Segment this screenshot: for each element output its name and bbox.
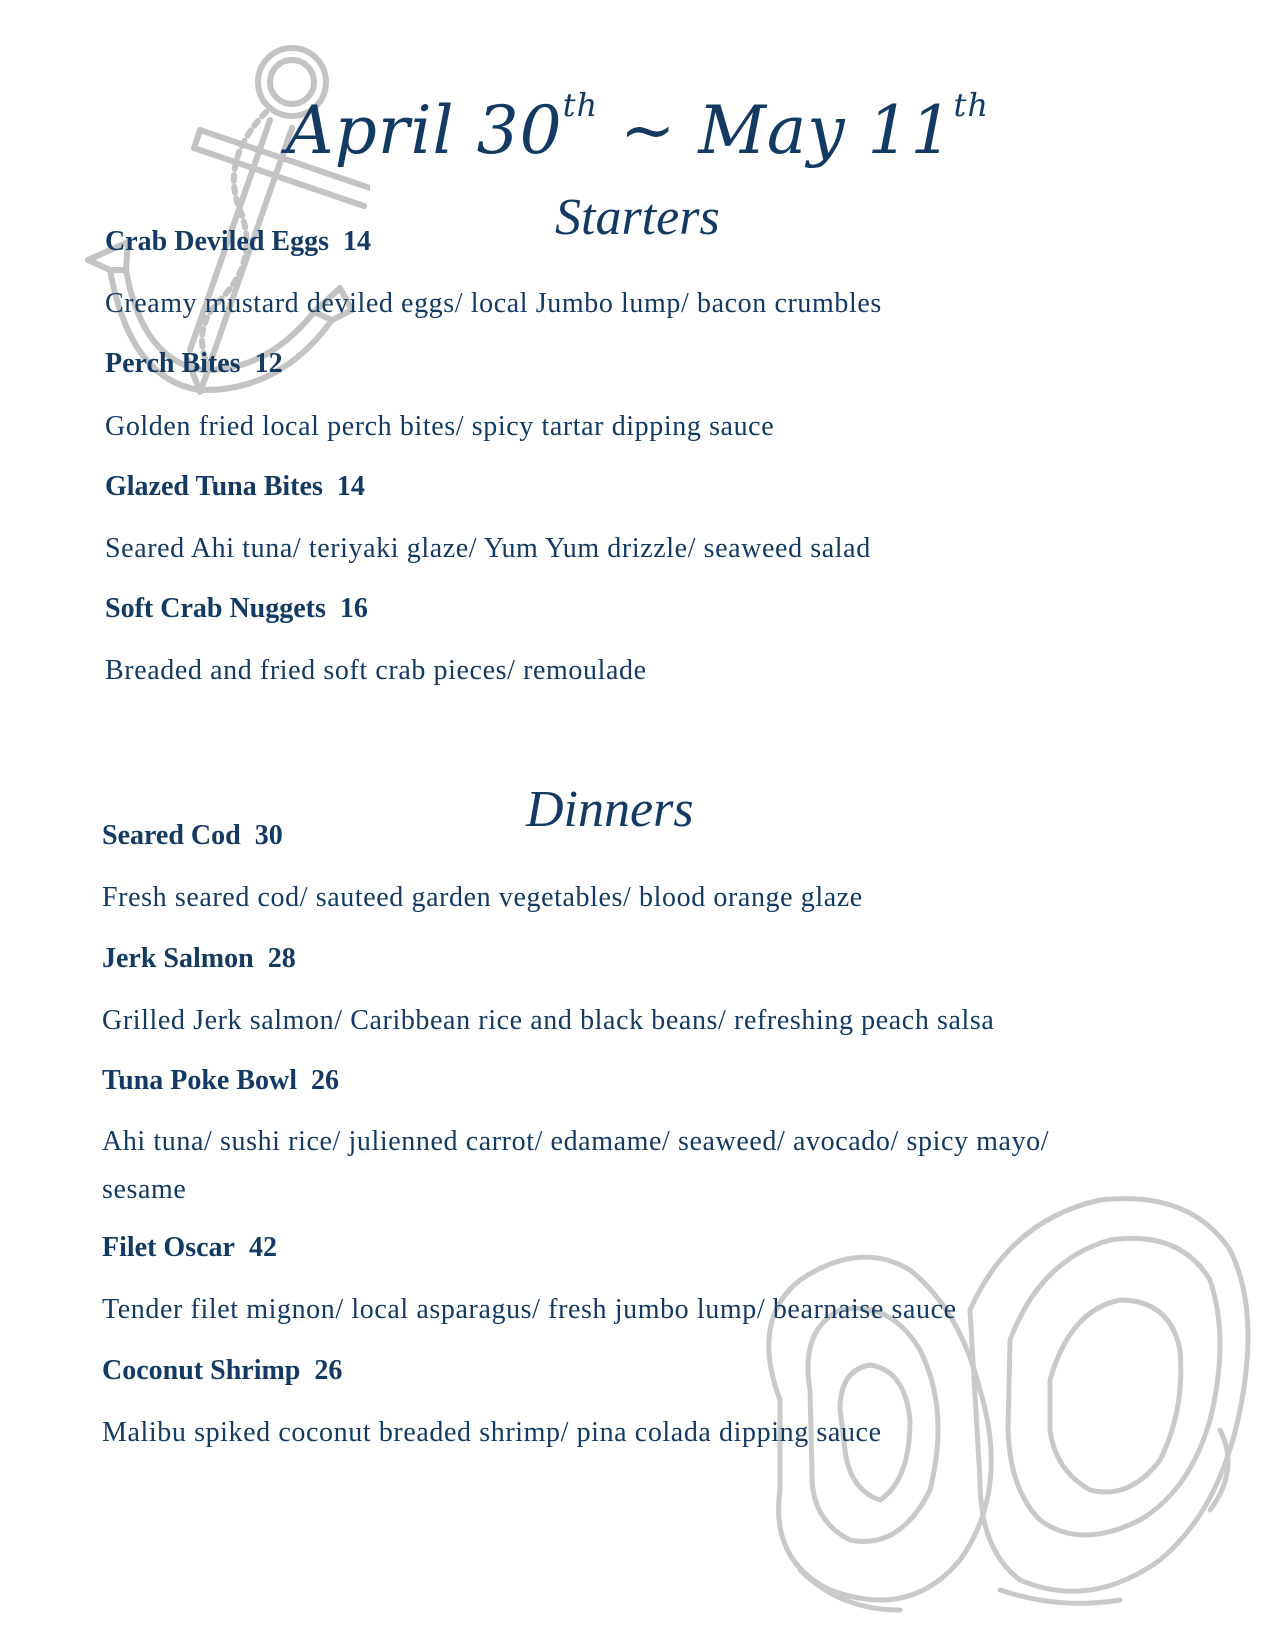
menu-item-description: Malibu spiked coconut breaded shrimp/ pina colada dipping sauce <box>102 1417 882 1448</box>
menu-item-name: Jerk Salmon 28 <box>102 943 296 974</box>
menu-date-title <box>0 86 1275 169</box>
menu-item-description: Golden fried local perch bites/ spicy tartar dipping sauce <box>105 411 775 442</box>
menu-item-price: 26 <box>311 1065 340 1096</box>
menu-item-name: Soft Crab Nuggets 16 <box>105 593 368 624</box>
menu-item-price: 14 <box>343 226 371 257</box>
menu-item-description: Tender filet mignon/ local asparagus/ fresh jumbo lump/ bearnaise sauce <box>102 1294 957 1325</box>
menu-item-description: Breaded and fried soft crab pieces/ remoulade <box>105 655 647 686</box>
menu-item-price: 28 <box>267 943 296 974</box>
title-start-ordinal: th <box>562 86 599 124</box>
menu-item-description: Fresh seared cod/ sauteed garden vegetables/ blood orange glaze <box>102 882 863 913</box>
title-end-ordinal: th <box>953 86 989 124</box>
menu-item-price: 12 <box>254 348 283 379</box>
starters-heading: Starters <box>555 189 720 246</box>
menu-item-price: 42 <box>248 1232 277 1263</box>
menu-item-name: Crab Deviled Eggs 14 <box>105 226 371 257</box>
title-start-date: April 30 <box>285 92 563 169</box>
menu-item-name: Glazed Tuna Bites 14 <box>105 471 365 502</box>
menu-item-description: Grilled Jerk salmon/ Caribbean rice and black beans/ refreshing peach salsa <box>102 1005 995 1036</box>
menu-item-price: 30 <box>254 820 283 851</box>
title-end-date: ~ May 11 <box>598 92 954 169</box>
menu-item-description: Creamy mustard deviled eggs/ local Jumbo lump/ bacon crumbles <box>105 288 882 319</box>
menu-item-name: Filet Oscar 42 <box>102 1232 277 1263</box>
menu-item-name: Seared Cod 30 <box>102 820 283 851</box>
menu-item-price: 14 <box>336 471 365 502</box>
menu-item-name: Perch Bites 12 <box>105 348 283 379</box>
menu-item-price: 16 <box>339 593 368 624</box>
menu-item-description: Seared Ahi tuna/ teriyaki glaze/ Yum Yum drizzle/ seaweed salad <box>105 533 871 564</box>
menu-item-price: 26 <box>314 1355 343 1386</box>
dinners-heading: Dinners <box>526 781 694 838</box>
menu-item-name: Tuna Poke Bowl 26 <box>102 1065 340 1096</box>
menu-item-description: Ahi tuna/ sushi rice/ julienned carrot/ edamame/ seaweed/ avocado/ spicy mayo/ sesame <box>102 1126 1050 1205</box>
menu-item-name: Coconut Shrimp 26 <box>102 1355 343 1386</box>
